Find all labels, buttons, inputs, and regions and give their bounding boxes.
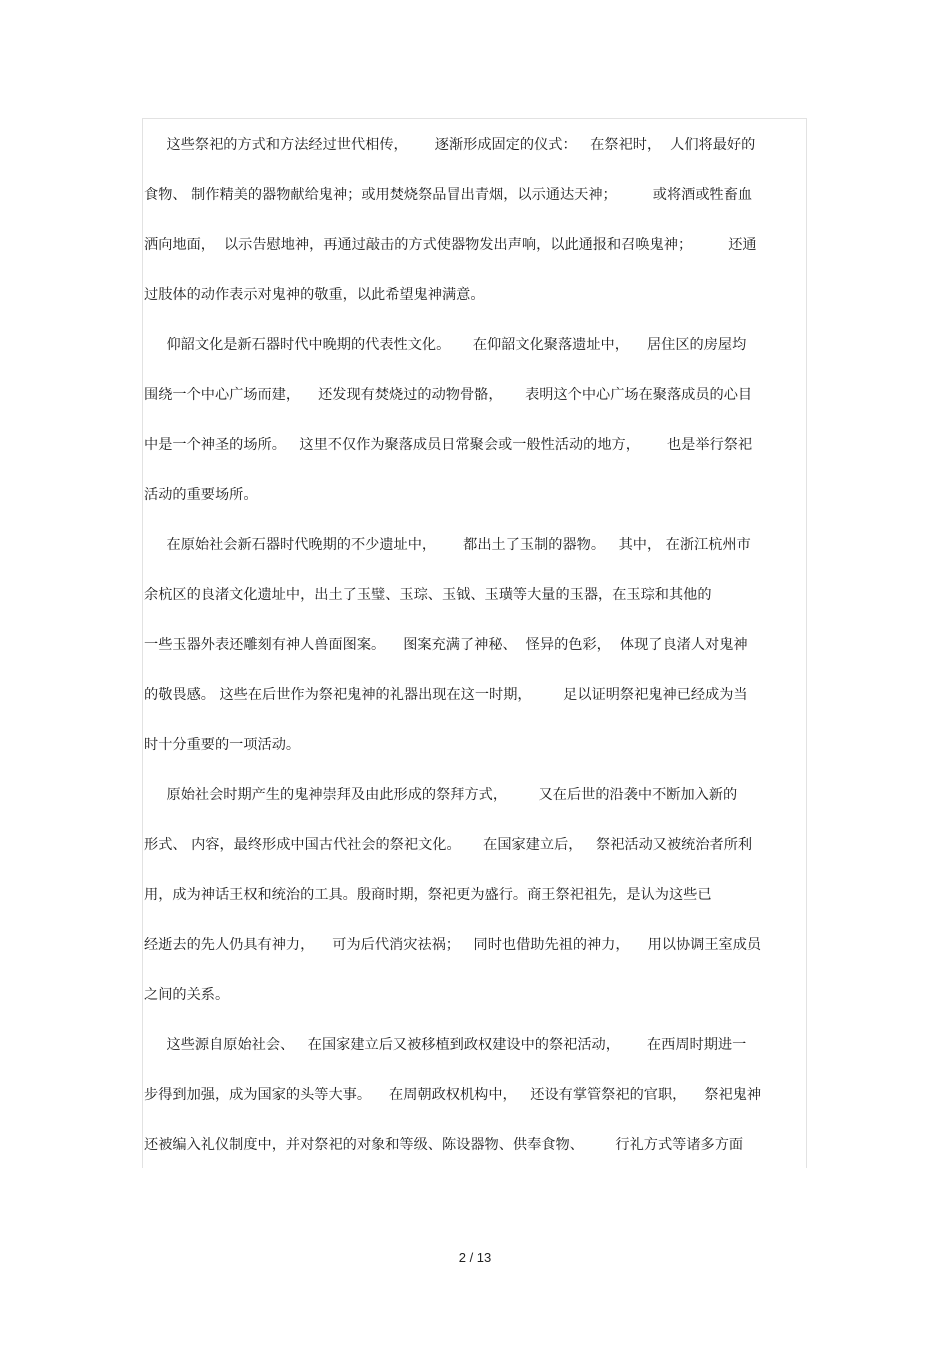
- text-line: 之间的关系。: [144, 987, 230, 1003]
- text-line: 食物、 制作精美的器物献给鬼神；或用焚烧祭品冒出青烟，以示通达天神； 或将酒或牲畜血: [144, 187, 753, 203]
- text-line: 一些玉器外表还雕刻有神人兽面图案。 图案充满了神秘、 怪异的色彩， 体现了良渚人对鬼神: [144, 637, 748, 653]
- text-line: 活动的重要场所。: [144, 487, 258, 503]
- text-line: 用，成为神话王权和统治的工具。殷商时期，祭祀更为盛行。商王祭祀祖先，是认为这些已: [144, 887, 712, 903]
- text-line: 步得到加强，成为国家的头等大事。 在周朝政权机构中， 还设有掌管祭祀的官职， 祭祀鬼神: [144, 1087, 762, 1103]
- text-line: 围绕一个中心广场而建， 还发现有焚烧过的动物骨骼， 表明这个中心广场在聚落成员的心目: [144, 387, 753, 403]
- text-line: 形式、 内容，最终形成中国古代社会的祭祀文化。 在国家建立后， 祭祀活动又被统治者所利: [144, 837, 753, 853]
- text-line: 时十分重要的一项活动。: [144, 737, 301, 753]
- text-line: 还被编入礼仪制度中，并对祭祀的对象和等级、陈设器物、供奉食物、 行礼方式等诸多方面: [144, 1137, 744, 1153]
- text-line: 洒向地面， 以示告慰地神，再通过敲击的方式使器物发出声响，以此通报和召唤鬼神； 还通: [144, 237, 757, 253]
- text-line: 这些源自原始社会、 在国家建立后又被移植到政权建设中的祭祀活动， 在西周时期进一: [144, 1037, 747, 1053]
- document-body: [144, 127, 806, 1177]
- page-number: 2 / 13: [458, 1250, 492, 1265]
- text-line: 在原始社会新石器时代晚期的不少遗址中， 都出土了玉制的器物。 其中， 在浙江杭州市: [144, 537, 751, 553]
- text-line: 中是一个神圣的场所。 这里不仅作为聚落成员日常聚会或一般性活动的地方， 也是举行祭祀: [144, 437, 753, 453]
- text-line: 经逝去的先人仍具有神力， 可为后代消灾祛祸； 同时也借助先祖的神力， 用以协调王室成员: [144, 937, 762, 953]
- text-line: 余杭区的良渚文化遗址中，出土了玉璧、玉琮、玉钺、玉璜等大量的玉器，在玉琮和其他的: [144, 587, 712, 603]
- text-line: 仰韶文化是新石器时代中晚期的代表性文化。 在仰韶文化聚落遗址中， 居住区的房屋均: [144, 337, 747, 353]
- text-line: 原始社会时期产生的鬼神崇拜及由此形成的祭拜方式， 又在后世的沿袭中不断加入新的: [144, 787, 738, 803]
- text-line: 这些祭祀的方式和方法经过世代相传， 逐渐形成固定的仪式： 在祭祀时， 人们将最好的: [144, 137, 756, 153]
- text-line: 的敬畏感。 这些在后世作为祭祀鬼神的礼器出现在这一时期， 足以证明祭祀鬼神已经成为当: [144, 687, 748, 703]
- text-line: 过肢体的动作表示对鬼神的敬重，以此希望鬼神满意。: [144, 287, 485, 303]
